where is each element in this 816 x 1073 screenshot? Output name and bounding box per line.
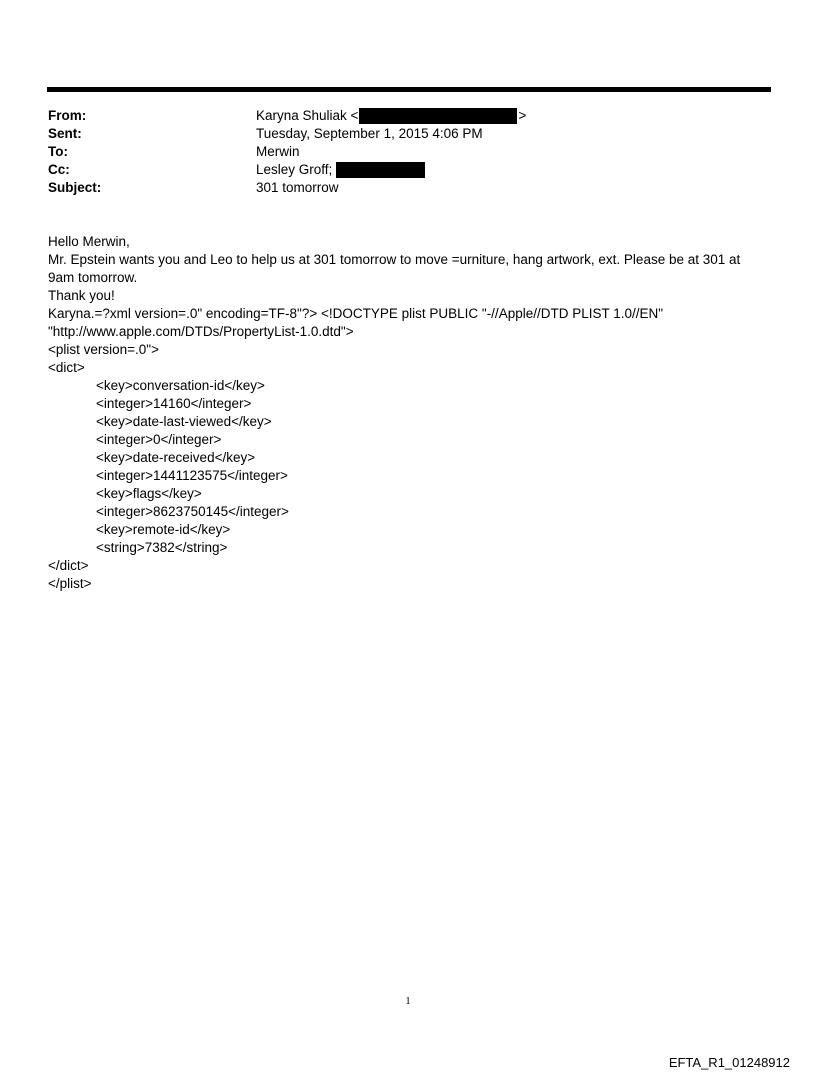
body-line: <integer>8623750145</integer>	[96, 504, 289, 519]
body-line: </dict>	[48, 558, 89, 573]
body-line: </plist>	[48, 576, 92, 591]
to-value: Merwin	[256, 144, 300, 159]
to-label: To:	[48, 144, 68, 159]
body-line: <string>7382</string>	[96, 540, 228, 555]
body-line: <key>conversation-id</key>	[96, 378, 265, 393]
email-header	[48, 107, 526, 197]
subject-label: Subject:	[48, 180, 102, 195]
body-line: <integer>0</integer>	[96, 432, 222, 447]
cc-name: Lesley Groff;	[256, 162, 333, 177]
body-line: <plist version=.0">	[48, 342, 159, 357]
body-line: <key>date-received</key>	[96, 450, 256, 465]
header-divider	[47, 87, 771, 92]
body-line: Mr. Epstein wants you and Leo to help us at 301 tomorrow to move =urniture, hang artwork, ext. Please be at 301 at	[48, 252, 741, 267]
page-number: 1	[405, 995, 411, 1007]
email-body	[48, 233, 768, 593]
redaction-box	[359, 108, 517, 124]
redaction-box	[336, 162, 425, 178]
cc-value	[256, 161, 425, 179]
body-line: <key>remote-id</key>	[96, 522, 231, 537]
body-line: Thank you!	[48, 288, 115, 303]
body-line: 9am tomorrow.	[48, 270, 138, 285]
from-value	[256, 107, 526, 125]
from-name: Karyna Shuliak <	[256, 108, 359, 123]
body-line: Hello Merwin,	[48, 234, 130, 249]
subject-row	[48, 179, 526, 197]
from-label: From:	[48, 108, 87, 123]
body-line: Karyna.=?xml version=.0" encoding=TF-8"?> <!DOCTYPE plist PUBLIC "-//Apple//DTD PLIST 1.0//EN"	[48, 306, 664, 321]
body-line: <integer>1441123575</integer>	[96, 468, 288, 483]
bates-number: EFTA_R1_01248912	[668, 1055, 790, 1070]
sent-row	[48, 125, 526, 143]
body-line: "http://www.apple.com/DTDs/PropertyList-1.0.dtd">	[48, 324, 354, 339]
cc-label: Cc:	[48, 162, 70, 177]
from-row	[48, 107, 526, 125]
subject-value: 301 tomorrow	[256, 180, 339, 195]
body-line: <integer>14160</integer>	[96, 396, 252, 411]
body-line: <dict>	[48, 360, 85, 375]
sent-value: Tuesday, September 1, 2015 4:06 PM	[256, 126, 483, 141]
body-line: <key>date-last-viewed</key>	[96, 414, 272, 429]
body-line: <key>flags</key>	[96, 486, 202, 501]
sent-label: Sent:	[48, 126, 82, 141]
from-close: >	[518, 108, 527, 123]
to-row	[48, 143, 526, 161]
cc-row	[48, 161, 526, 179]
